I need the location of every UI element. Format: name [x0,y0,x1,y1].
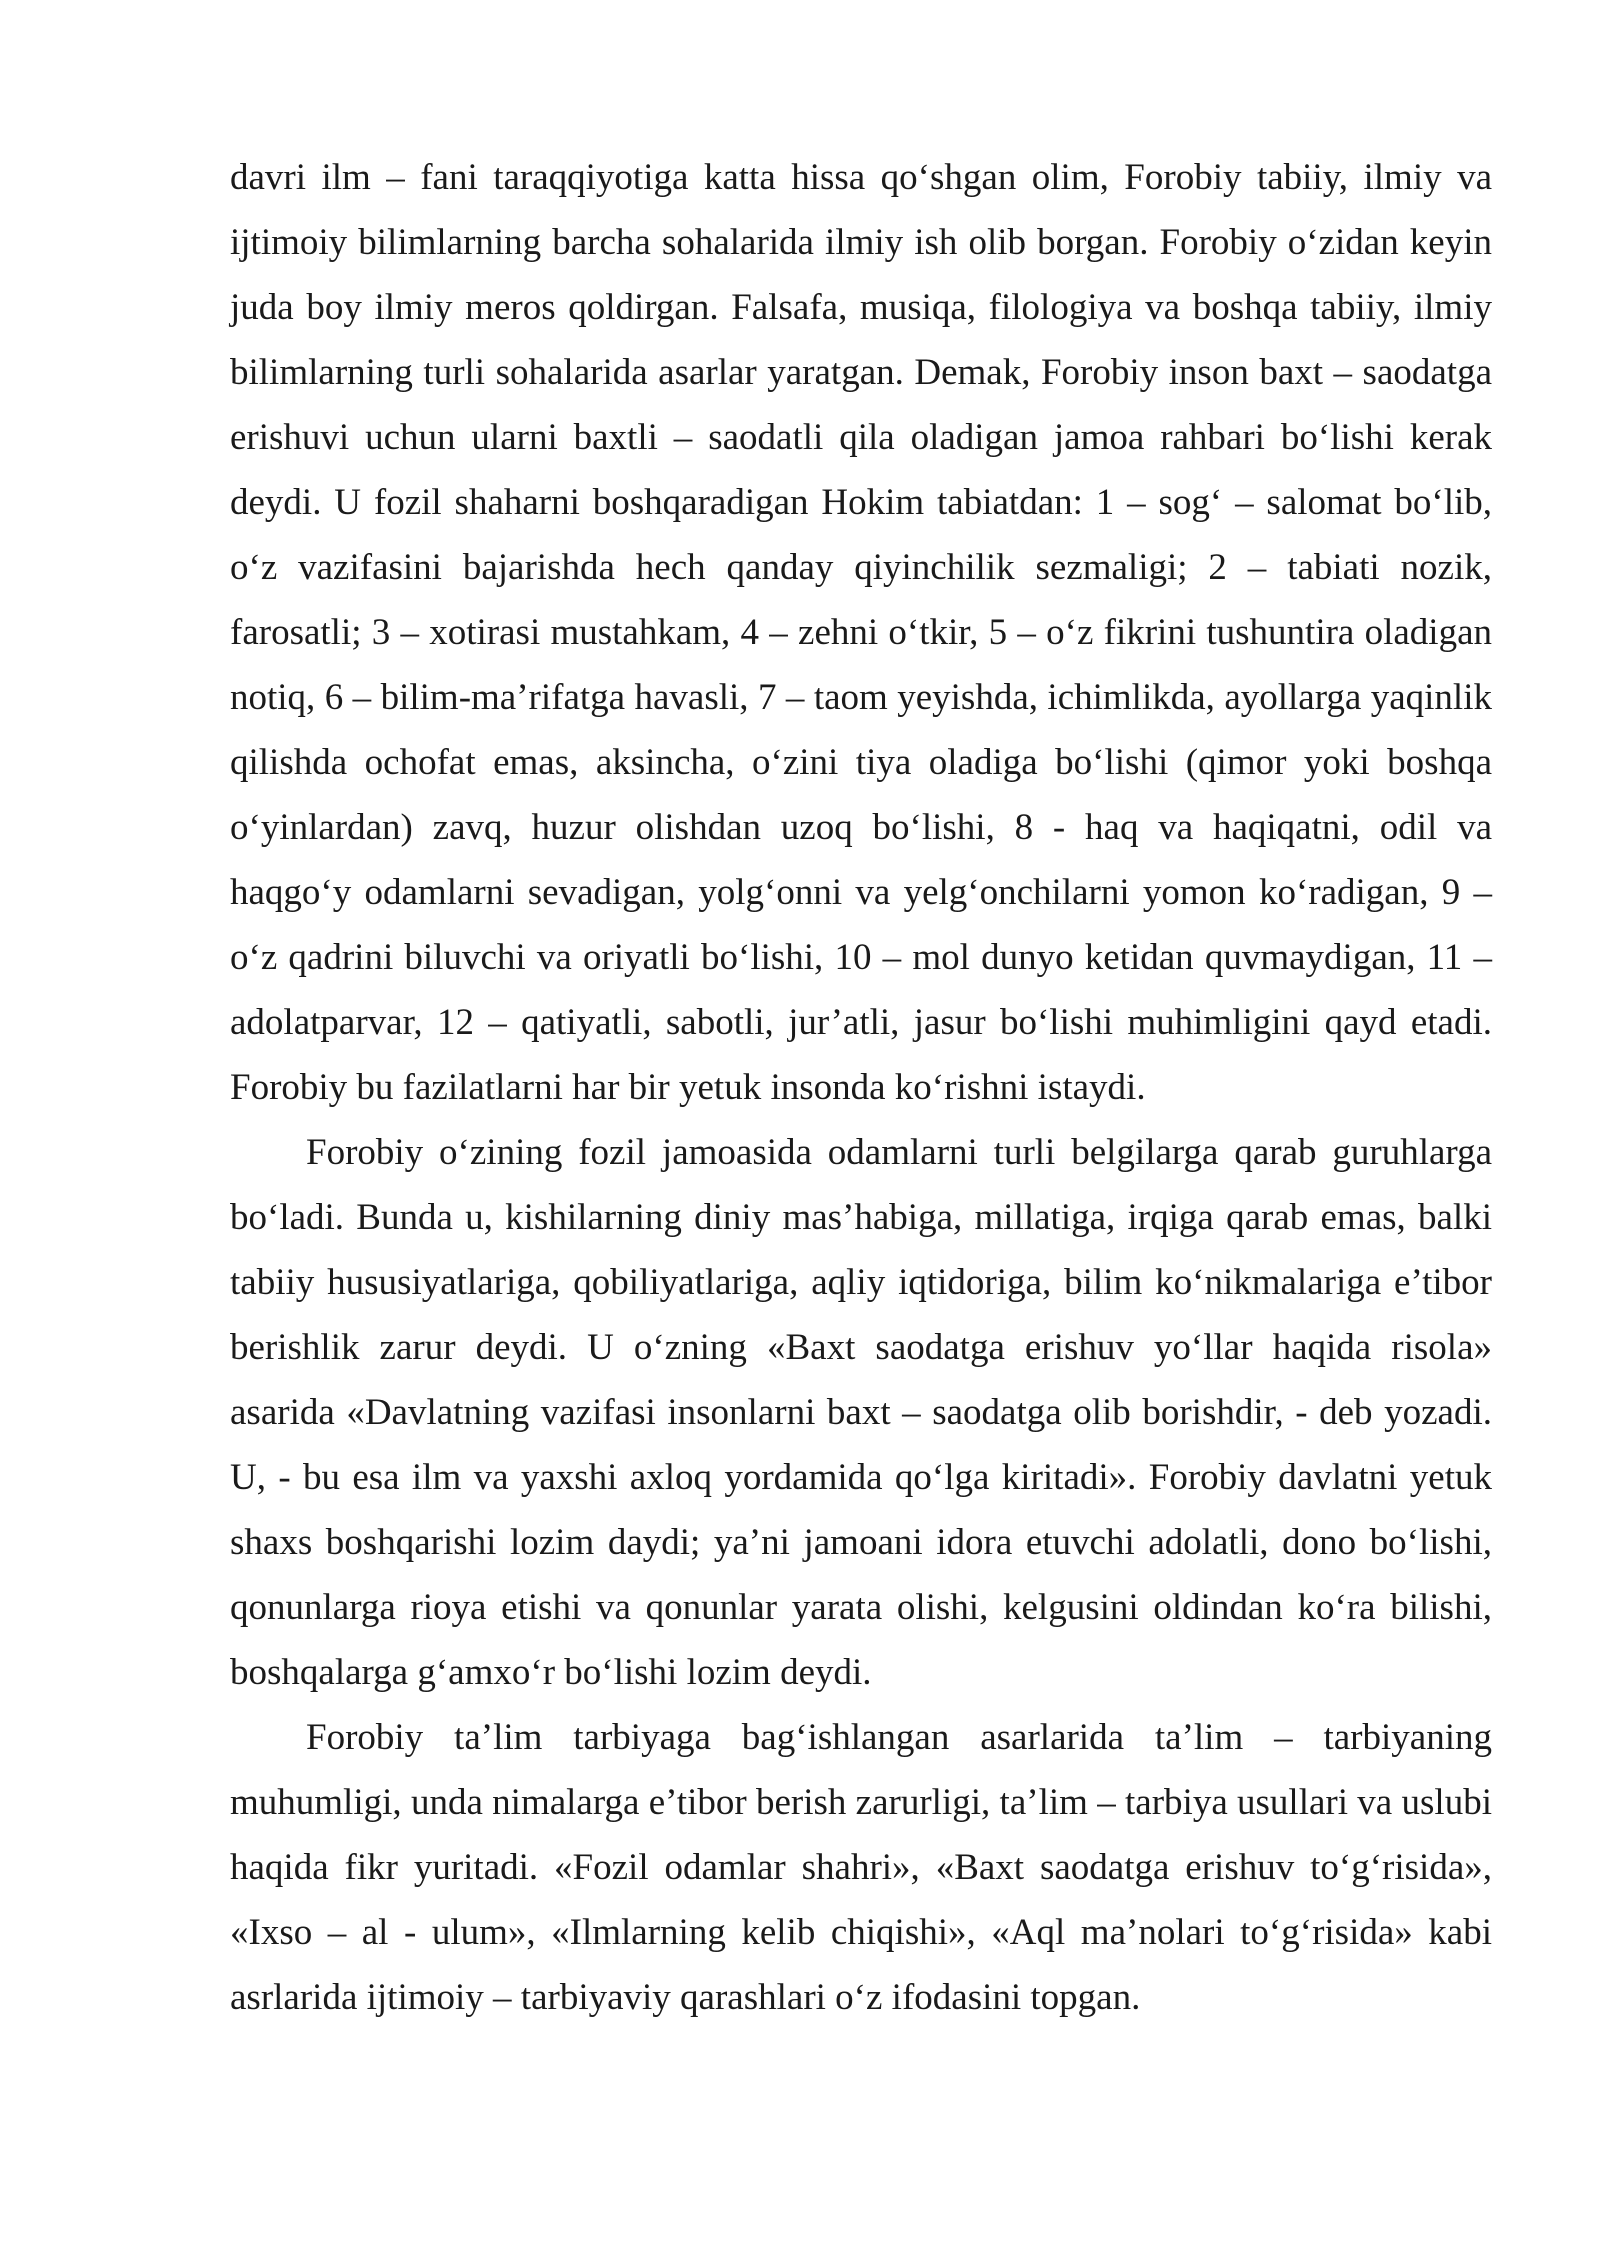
paragraph-1: davri ilm – fani taraqqiyotiga katta hissa qo‘shgan olim, Forobiy tabiiy, ilmiy va ijtimoiy bilimlarning barcha sohalarida ilmiy ish olib borgan. Forobiy o‘zidan keyin juda boy ilmiy meros qoldirgan. Falsafa, musiqa, filologiya va boshqa tabiiy, ilmiy bilimlarning turli sohalarida asarlar yaratgan. Demak, Forobiy inson baxt – saodatga erishuvi uchun ularni baxtli – saodatli qila oladigan jamoa rahbari bo‘lishi kerak deydi. U fozil shaharni boshqaradigan Hokim tabiatdan: 1 – sog‘ – salomat bo‘lib, o‘z vazifasini bajarishda hech qanday qiyinchilik sezmaligi; 2 – tabiati nozik, farosatli; 3 – xotirasi mustahkam, 4 – zehni o‘tkir, 5 – o‘z fikrini tushuntira oladigan notiq, 6 – bilim-ma’rifatga havasli, 7 – taom yeyishda, ichimlikda, ayollarga yaqinlik qilishda ochofat emas, aksincha, o‘zini tiya oladiga bo‘lishi (qimor yoki boshqa o‘yinlardan) zavq, huzur olishdan uzoq bo‘lishi, 8 - haq va haqiqatni, odil va haqgo‘y odamlarni sevadigan, yolg‘onni va yelg‘onchilarni yomon ko‘radigan, 9 – o‘z qadrini biluvchi va oriyatli bo‘lishi, 10 – mol dunyo ketidan quvmaydigan, 11 – adolatparvar, 12 – qatiyatli, sabotli, jur’atli, jasur bo‘lishi muhimligini qayd etadi. Forobiy bu fazilatlarni har bir yetuk insonda ko‘rishni istaydi. [230,157,1492,1108]
document-page [230,145,1492,2030]
paragraph-3: Forobiy ta’lim tarbiyaga bag‘ishlangan asarlarida ta’lim – tarbiyaning muhumligi, unda nimalarga e’tibor berish zarurligi, ta’lim – tarbiya usullari va uslubi haqida fikr yuritadi. «Fozil odamlar shahri», «Baxt saodatga erishuv to‘g‘risida», «Ixso – al - ulum», «Ilmlarning kelib chiqishi», «Aql ma’nolari to‘g‘risida» kabi asrlarida ijtimoiy – tarbiyaviy qarashlari o‘z ifodasini topgan. [230,1717,1492,2018]
paragraph-2: Forobiy o‘zining fozil jamoasida odamlarni turli belgilarga qarab guruhlarga bo‘ladi. Bunda u, kishilarning diniy mas’habiga, millatiga, irqiga qarab emas, balki tabiiy hususiyatlariga, qobiliyatlariga, aqliy iqtidoriga, bilim ko‘nikmalariga e’tibor berishlik zarur deydi. U o‘zning «Baxt saodatga erishuv yo‘llar haqida risola» asarida «Davlatning vazifasi insonlarni baxt – saodatga olib borishdir, - deb yozadi. U, - bu esa ilm va yaxshi axloq yordamida qo‘lga kiritadi». Forobiy davlatni yetuk shaxs boshqarishi lozim daydi; ya’ni jamoani idora etuvchi adolatli, dono bo‘lishi, qonunlarga rioya etishi va qonunlar yarata olishi, kelgusini oldindan ko‘ra bilishi, boshqalarga g‘amxo‘r bo‘lishi lozim deydi. [230,1132,1492,1693]
